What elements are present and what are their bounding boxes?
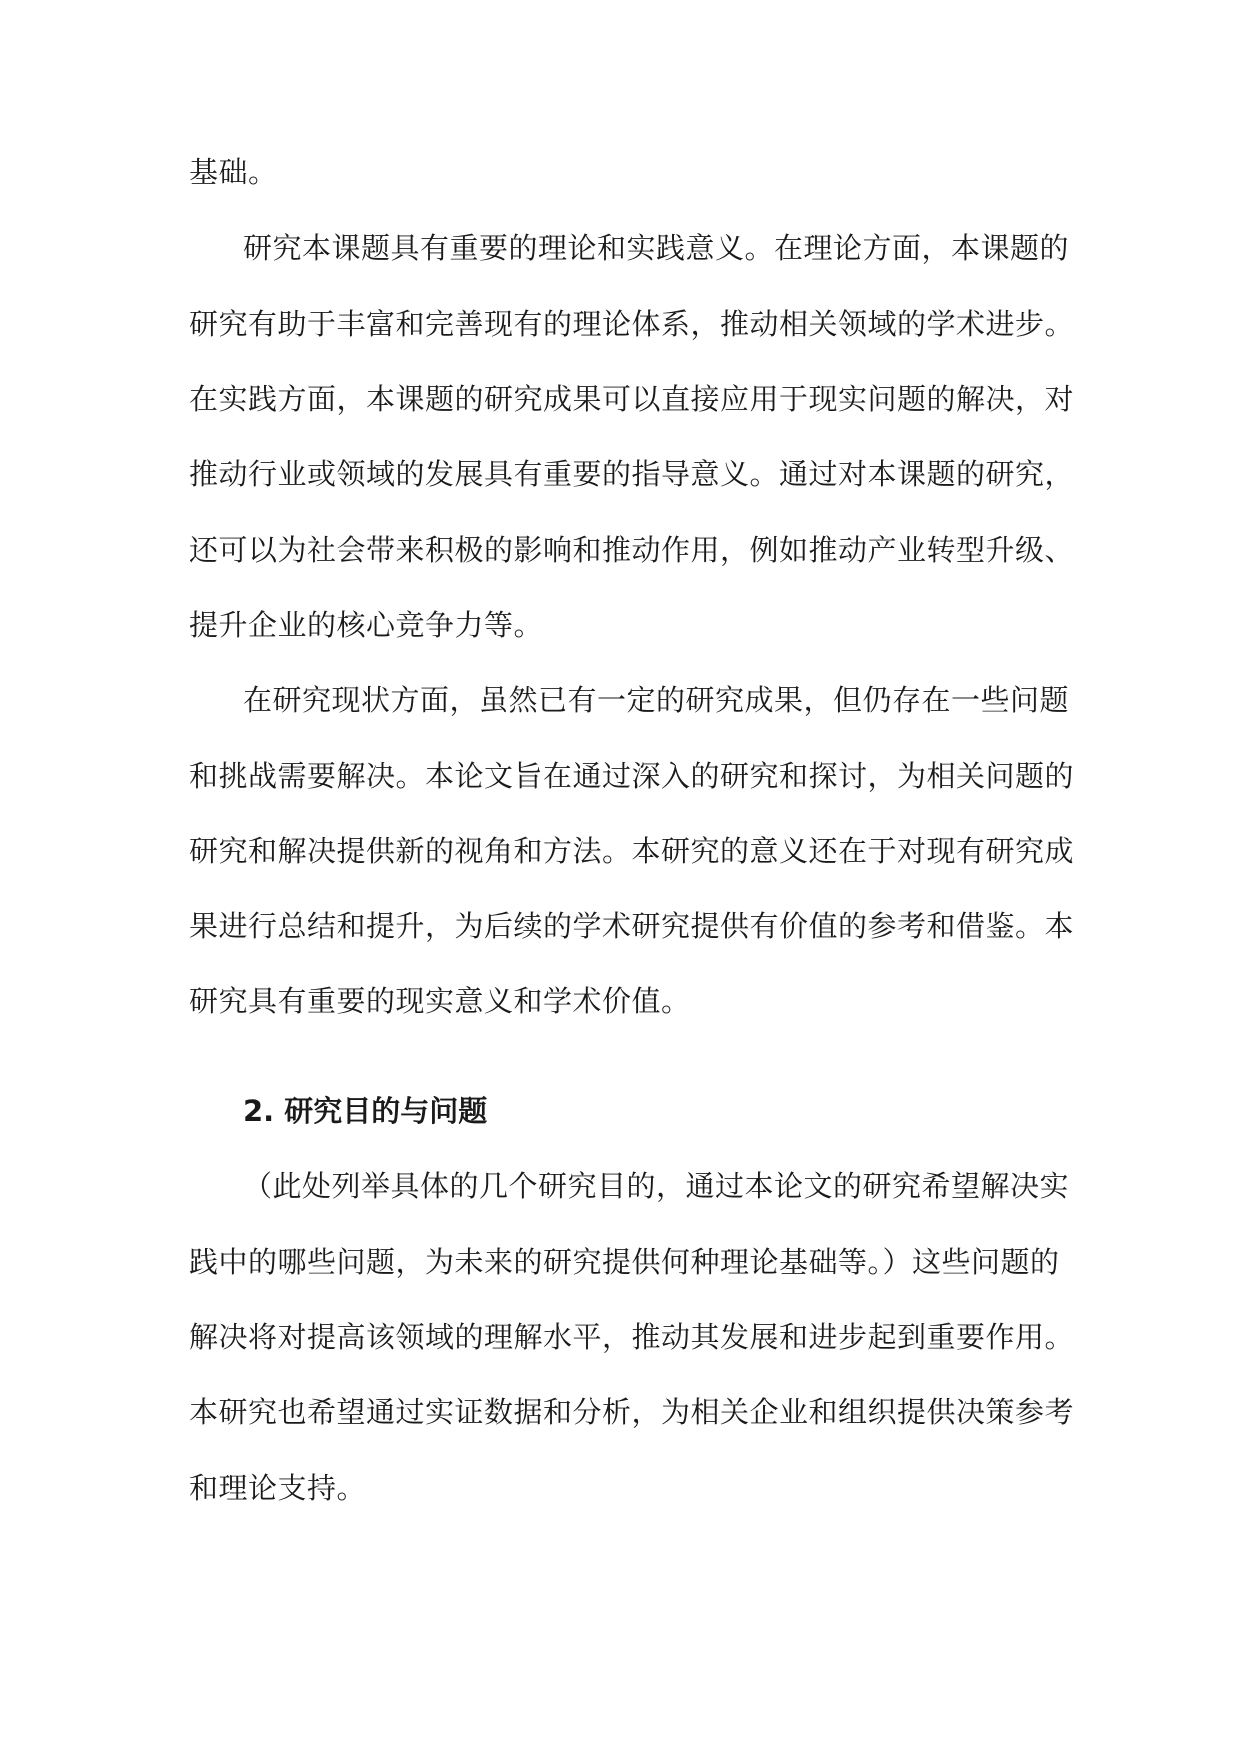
text-line: 研究本课题具有重要的理论和实践意义。在理论方面，本课题的 <box>243 231 1070 265</box>
text-line: （此处列举具体的几个研究目的，通过本论文的研究希望解决实 <box>243 1169 1070 1203</box>
text-line: 研究具有重要的现实意义和学术价值。 <box>189 984 691 1018</box>
text-line: 在实践方面，本课题的研究成果可以直接应用于现实问题的解决，对 <box>189 382 1075 416</box>
text-line: 提升企业的核心竞争力等。 <box>189 608 544 642</box>
text-line: 践中的哪些问题，为未来的研究提供何种理论基础等。）这些问题的 <box>189 1245 1060 1279</box>
text-line: 研究有助于丰富和完善现有的理论体系，推动相关领域的学术进步。 <box>189 307 1075 341</box>
text-line: 果进行总结和提升，为后续的学术研究提供有价值的参考和借鉴。本 <box>189 909 1075 943</box>
text-line: 研究和解决提供新的视角和方法。本研究的意义还在于对现有研究成 <box>189 834 1075 868</box>
text-line: 还可以为社会带来积极的影响和推动作用，例如推动产业转型升级、 <box>189 533 1075 567</box>
section-heading: 2. 研究目的与问题 <box>243 1094 488 1128</box>
text-line: 解决将对提高该领域的理解水平，推动其发展和进步起到重要作用。 <box>189 1320 1075 1354</box>
text-line: 本研究也希望通过实证数据和分析，为相关企业和组织提供决策参考 <box>189 1395 1075 1429</box>
text-line: 和理论支持。 <box>189 1471 367 1505</box>
text-line: 和挑战需要解决。本论文旨在通过深入的研究和探讨，为相关问题的 <box>189 759 1075 793</box>
text-line: 在研究现状方面，虽然已有一定的研究成果，但仍存在一些问题 <box>243 683 1070 717</box>
text-line: 基础。 <box>189 155 278 189</box>
text-line: 推动行业或领域的发展具有重要的指导意义。通过对本课题的研究， <box>189 457 1075 491</box>
